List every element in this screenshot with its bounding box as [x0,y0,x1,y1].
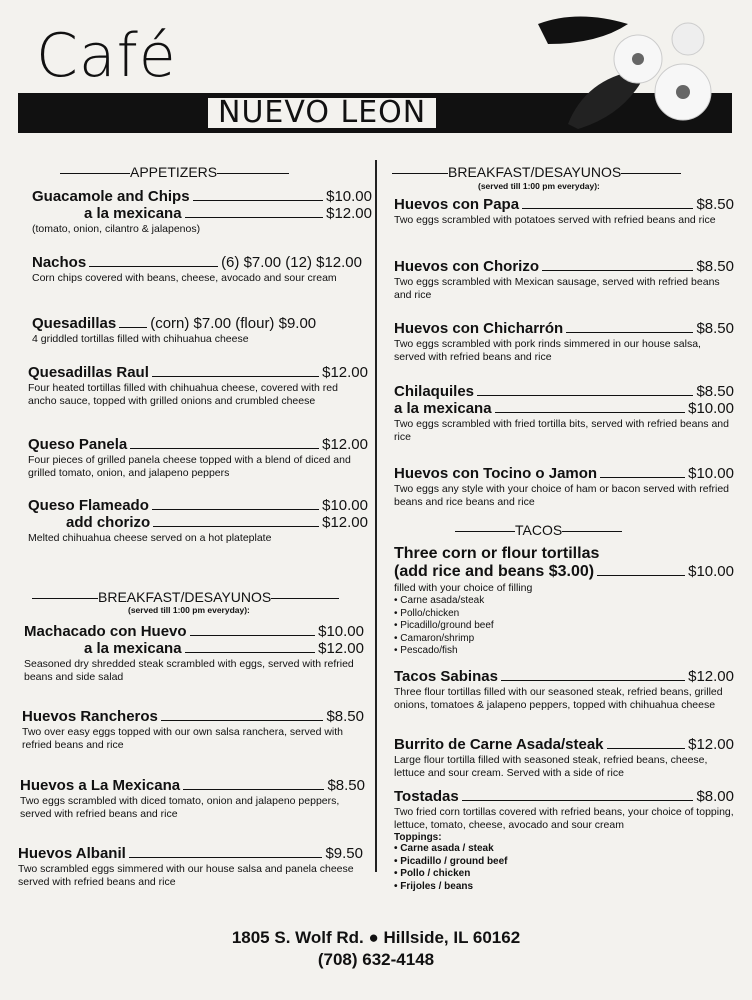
column-divider [375,160,377,872]
menu-item: Quesadillas (corn) $7.00 (flour) $9.00 4 griddled tortillas filled with chihuahua cheese [32,315,317,345]
menu-item: Huevos con Chicharrón $8.50 Two eggs scrambled with pork rinds simmered in our house salsa, served with refried beans and rice [394,320,734,363]
menu-item: Huevos con Tocino o Jamon $10.00 Two eggs any style with your choice of ham or bacon served with refried beans and rice beans and rice [394,465,734,508]
menu-item: Huevos a La Mexicana $8.50 Two eggs scrambled with diced tomato, onion and jalapeno peppers, served with refried beans and rice [20,777,365,820]
breakfast-heading-right: BREAKFAST/DESAYUNOS [392,164,681,180]
flower-decoration [538,14,738,134]
menu-item: Huevos con Papa $8.50 Two eggs scrambled with potatoes served with refried beans and rice [394,196,734,226]
breakfast-heading: BREAKFAST/DESAYUNOS [32,589,339,605]
breakfast-note: (served till 1:00 pm everyday): [128,605,250,615]
menu-item: Chilaquiles $8.50 a la mexicana $10.00 Two eggs scrambled with fried tortilla bits, served with refried beans and rice [394,383,734,443]
menu-item: Huevos Albanil $9.50 Two scrambled eggs simmered with our house salsa and panela cheese served with refried beans and rice [18,845,363,888]
breakfast-note-right: (served till 1:00 pm everyday): [478,181,600,191]
tacos-heading: TACOS [455,522,622,538]
toppings-list: • Carne asada / steak • Picadillo / ground beef • Pollo / chicken • Frijoles / beans [394,843,508,892]
menu-item: Nachos (6) $7.00 (12) $12.00 Corn chips covered with beans, cheese, avocado and sour cream [32,254,362,284]
appetizers-heading: APPETIZERS [60,164,289,180]
toppings-label: Toppings: [394,832,442,843]
menu-item: Guacamole and Chips $10.00 a la mexicana $12.00 (tomato, onion, cilantro & jalapenos) [32,188,372,235]
menu-item: Queso Panela $12.00 Four pieces of grilled panela cheese topped with a blend of diced and grilled tomato, onion, and jalapeno peppers [28,436,368,479]
phone: (708) 632-4148 [317,950,435,969]
menu-item: Machacado con Huevo $10.00 a la mexicana $12.00 Seasoned dry shredded steak scrambled with eggs, served with refried beans and side salad [24,623,364,683]
address: 1805 S. Wolf Rd. ● Hillside, IL 60162 [231,928,521,947]
menu-item: Huevos con Chorizo $8.50 Two eggs scrambled with Mexican sausage, served with refried beans and rice [394,258,734,301]
menu-item: Quesadillas Raul $12.00 Four heated tortillas filled with chihuahua cheese, covered with red ancho sauce, topped with grilled onions and crumbled cheese [28,364,368,407]
cafe-title: Café [36,21,177,91]
restaurant-subtitle: NUEVO LEÓN [208,98,436,128]
menu-item: Queso Flameado $10.00 add chorizo $12.00 Melted chihuahua cheese served on a hot plateplate [28,497,368,544]
menu-item: Huevos Rancheros $8.50 Two over easy eggs topped with our own salsa ranchera, served with refried beans and rice [22,708,364,751]
menu-item: Tacos Sabinas $12.00 Three flour tortillas filled with our seasoned steak, refried beans, grilled onions, tomatoes & jalapeno peppers, topped with chihuahua cheese [394,668,734,711]
menu-item: Burrito de Carne Asada/steak $12.00 Large flour tortilla filled with seasoned steak, refried beans, cheese, lettuce and sour cream. Served with a side of rice [394,736,734,779]
menu-item: Tostadas $8.00 Two fried corn tortillas covered with refried beans, your choice of topping, lettuce, tomato, cheese, avocado and sour cream Toppings: • Carne asada / steak • Picadillo / ground beef • Pollo / chicken • Frijoles / beans [394,788,734,892]
filling-list: • Carne asada/steak • Pollo/chicken • Picadillo/ground beef • Camaron/shrimp • Pescado/fish [394,595,494,656]
tacos-item: Three corn or flour tortillas (add rice and beans $3.00) $10.00 filled with your choice of filling • Carne asada/steak • Pollo/chicken • Picadillo/ground beef • Camaron/shrimp • Pescado/fish [394,545,734,656]
